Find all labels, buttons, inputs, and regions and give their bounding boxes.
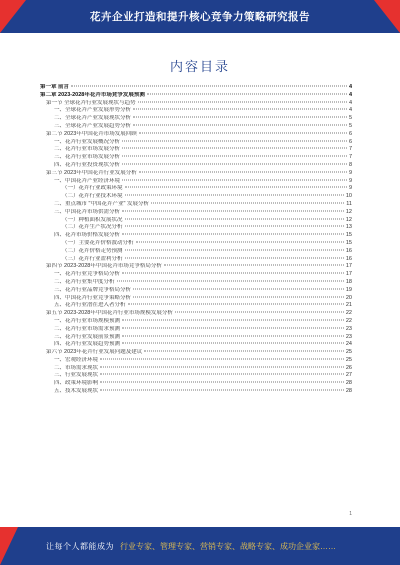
toc-entry-page: 28: [345, 388, 352, 395]
toc-entry-page: 12: [345, 216, 352, 223]
toc-entry[interactable]: [40, 100, 352, 108]
toc-entry-title: 四、花卉行业投资现状分析: [54, 161, 121, 168]
toc-entry-page: 7: [348, 154, 352, 161]
table-of-contents: [40, 84, 352, 396]
toc-entry-page: 21: [345, 302, 352, 309]
toc-entry[interactable]: [40, 209, 352, 217]
toc-entry-page: 12: [345, 208, 352, 215]
toc-entry-title: 二、花卉行业市场发展分析: [54, 146, 121, 153]
toc-entry-title: 第二章 2023-2028年花卉市场竞争发展预测: [40, 91, 145, 98]
toc-entry-title: 一、全球花卉产业发展形势分析: [54, 107, 132, 114]
toc-leader-dots: [133, 296, 344, 297]
toc-leader-dots: [122, 327, 344, 328]
toc-entry[interactable]: [40, 318, 352, 326]
toc-entry-page: 27: [345, 372, 352, 379]
toc-entry-title: 三、中国花卉市场供需分析: [54, 208, 121, 215]
toc-leader-dots: [122, 148, 347, 149]
toc-entry-title: （一）种植面积发展状况: [62, 216, 123, 223]
toc-entry-page: 13: [345, 224, 352, 231]
toc-leader-dots: [71, 86, 347, 87]
toc-leader-dots: [122, 210, 344, 211]
toc-entry[interactable]: [40, 178, 352, 186]
toc-entry-page: 19: [345, 286, 352, 293]
toc-entry-title: 二、全球花卉产业发展现状分析: [54, 115, 132, 122]
toc-entry-title: 四、中国花卉行业竞争策略分析: [54, 294, 132, 301]
toc-leader-dots: [122, 343, 344, 344]
toc-entry-page: 22: [345, 310, 352, 317]
toc-entry-page: 4: [348, 107, 352, 114]
toc-leader-dots: [122, 273, 344, 274]
toc-entry-title: 一、宏观经济环境: [54, 356, 99, 363]
toc-entry-title: 三、行业发展现状: [54, 372, 99, 379]
toc-entry[interactable]: [40, 115, 352, 123]
toc-entry-page: 24: [345, 341, 352, 348]
toc-entry-title: （二）花卉行业技术环境: [62, 193, 123, 200]
toc-entry-title: 一、花卉行业市场规模预测: [54, 317, 121, 324]
toc-entry[interactable]: [40, 154, 352, 162]
toc-entry[interactable]: [40, 193, 352, 201]
toc-entry-title: 二、市场需求现状: [54, 364, 99, 371]
toc-leader-dots: [138, 101, 347, 102]
toc-entry[interactable]: [40, 248, 352, 256]
toc-leader-dots: [100, 366, 344, 367]
toc-entry-title: （一）花卉行业政策环境: [62, 185, 123, 192]
toc-leader-dots: [125, 187, 347, 188]
toc-leader-dots: [100, 382, 344, 383]
toc-entry-page: 15: [345, 239, 352, 246]
toc-entry-page: 18: [345, 278, 352, 285]
toc-entry[interactable]: [40, 388, 352, 396]
toc-entry[interactable]: [40, 123, 352, 131]
toc-entry-title: 一、花卉行业发展概况分析: [54, 138, 121, 145]
toc-entry-title: 二、花卉行业市场需求预测: [54, 325, 121, 332]
toc-entry[interactable]: [40, 263, 352, 271]
toc-leader-dots: [144, 351, 344, 352]
toc-entry-title: （一）主要花卉价格波动分析: [62, 239, 134, 246]
page-number: 1: [349, 511, 352, 517]
footer-tagline: 行业专家、管理专家、营销专家、战略专家、成功企业家……: [120, 542, 336, 551]
toc-entry-title: 一、中国花卉产业经济环境: [54, 177, 121, 184]
toc-entry-page: 6: [348, 130, 352, 137]
toc-entry-page: 16: [345, 247, 352, 254]
toc-entry-page: 10: [345, 193, 352, 200]
toc-entry[interactable]: [40, 170, 352, 178]
toc-entry-page: 8: [348, 161, 352, 168]
toc-leader-dots: [122, 140, 347, 141]
toc-leader-dots: [122, 234, 344, 235]
toc-entry[interactable]: [40, 240, 352, 248]
toc-entry-title: 第一章 前言: [40, 84, 70, 90]
toc-entry-title: 四、政策环境影响: [54, 380, 99, 387]
toc-entry[interactable]: [40, 310, 352, 318]
toc-leader-dots: [122, 163, 347, 164]
toc-entry-page: 9: [348, 185, 352, 192]
toc-entry-title: 五、花卉行业潜在进入者分析: [54, 302, 126, 309]
toc-leader-dots: [100, 390, 344, 391]
toc-entry[interactable]: [40, 224, 352, 232]
toc-leader-dots: [133, 109, 347, 110]
toc-entry-title: （三）花卉行业盈利分析: [62, 255, 123, 262]
toc-entry-page: 20: [345, 294, 352, 301]
toc-entry-page: 25: [345, 356, 352, 363]
toc-entry[interactable]: [40, 365, 352, 373]
toc-leader-dots: [164, 265, 344, 266]
toc-entry[interactable]: [40, 341, 352, 349]
toc-entry-page: 9: [348, 169, 352, 176]
toc-entry-title: 三、花卉行业发展前景预测: [54, 333, 121, 340]
footer-accent: [0, 527, 18, 565]
toc-leader-dots: [100, 374, 344, 375]
toc-leader-dots: [133, 124, 347, 125]
toc-entry-page: 17: [345, 271, 352, 278]
toc-leader-dots: [139, 171, 347, 172]
toc-heading: 内容目录: [169, 60, 230, 75]
toc-leader-dots: [125, 195, 344, 196]
toc-entry-page: 4: [348, 99, 352, 106]
toc-entry-page: 5: [348, 115, 352, 122]
toc-entry-page: 6: [348, 138, 352, 145]
toc-entry[interactable]: [40, 334, 352, 342]
toc-entry[interactable]: [40, 185, 352, 193]
toc-entry-title: 第一节 全球花卉行业发展现状与趋势: [46, 99, 136, 106]
toc-leader-dots: [133, 117, 347, 118]
toc-entry[interactable]: [40, 146, 352, 154]
toc-leader-dots: [122, 156, 347, 157]
toc-leader-dots: [125, 218, 344, 219]
toc-leader-dots: [147, 93, 347, 94]
toc-entry-page: 5: [348, 122, 352, 129]
toc-entry[interactable]: [40, 357, 352, 365]
toc-entry-page: 25: [345, 349, 352, 356]
toc-entry-title: 四、花卉市场价格发展分析: [54, 232, 121, 239]
toc-entry[interactable]: [40, 295, 352, 303]
toc-entry-title: 四、花卉行业发展趋势预测: [54, 341, 121, 348]
footer-slogan: 让每个人都能成为: [46, 542, 114, 551]
toc-entry-title: 三、花卉行业市场发展分析: [54, 154, 121, 161]
toc-entry-page: 16: [345, 255, 352, 262]
toc-leader-dots: [122, 335, 344, 336]
toc-leader-dots: [122, 319, 344, 320]
toc-entry-title: 二、重点城市 "中国花卉产业" 发展分析: [54, 200, 149, 207]
toc-entry-page: 11: [346, 200, 352, 207]
toc-entry-title: 第五节 2023-2028年中国花卉行业市场规模发展分析: [46, 310, 173, 317]
toc-leader-dots: [125, 249, 344, 250]
toc-entry-title: 一、花卉行业竞争格局分析: [54, 271, 121, 278]
toc-entry-title: 五、技术发展现状: [54, 388, 99, 395]
toc-entry[interactable]: [40, 349, 352, 357]
toc-entry-page: 26: [345, 364, 352, 371]
toc-entry-page: 23: [345, 325, 352, 332]
toc-entry[interactable]: [40, 287, 352, 295]
toc-entry-page: 17: [345, 263, 352, 270]
toc-entry-page: 28: [345, 380, 352, 387]
toc-leader-dots: [122, 179, 347, 180]
toc-entry[interactable]: [40, 84, 352, 92]
toc-leader-dots: [136, 241, 344, 242]
toc-leader-dots: [133, 288, 344, 289]
toc-entry-page: 4: [348, 91, 352, 98]
toc-entry-title: 三、全球花卉产业发展趋势分析: [54, 122, 132, 129]
toc-leader-dots: [117, 280, 344, 281]
toc-entry-page: 23: [345, 333, 352, 340]
toc-entry-title: 第六节 2023年花卉行业发展问题及建议: [46, 349, 143, 356]
header-band: [0, 0, 400, 33]
toc-entry[interactable]: [40, 372, 352, 380]
toc-entry[interactable]: [40, 326, 352, 334]
toc-entry[interactable]: [40, 139, 352, 147]
toc-entry-page: 15: [345, 232, 352, 239]
toc-entry-title: 第四节 2023-2028年中国花卉市场竞争格局分析: [46, 263, 162, 270]
toc-leader-dots: [151, 202, 344, 203]
toc-entry[interactable]: [40, 131, 352, 139]
toc-entry[interactable]: [40, 92, 352, 100]
toc-entry[interactable]: [40, 256, 352, 264]
toc-leader-dots: [100, 358, 344, 359]
toc-entry[interactable]: [40, 279, 352, 287]
toc-entry-title: 第二节 2023年中国花卉市场发展回顾: [46, 130, 137, 137]
toc-entry-title: （二）花卉生产状况分析: [62, 224, 123, 231]
toc-entry-page: 22: [345, 317, 352, 324]
toc-entry-page: 9: [348, 177, 352, 184]
toc-leader-dots: [175, 312, 344, 313]
footer-band: [0, 527, 400, 565]
toc-entry-title: 二、花卉行业集中度分析: [54, 278, 115, 285]
toc-entry[interactable]: [40, 232, 352, 240]
toc-leader-dots: [128, 304, 344, 305]
toc-entry[interactable]: [40, 217, 352, 225]
toc-entry[interactable]: [40, 162, 352, 170]
toc-entry[interactable]: [40, 271, 352, 279]
toc-leader-dots: [125, 226, 344, 227]
toc-entry[interactable]: [40, 302, 352, 310]
toc-entry[interactable]: [40, 201, 352, 209]
toc-entry-title: 第三节 2023年中国花卉行业发展分析: [46, 169, 137, 176]
toc-entry[interactable]: [40, 380, 352, 388]
toc-entry[interactable]: [40, 107, 352, 115]
toc-entry-page: 7: [348, 146, 352, 153]
toc-entry-page: 4: [348, 84, 352, 90]
report-title: 花卉企业打造和提升核心竞争力策略研究报告: [90, 11, 310, 23]
toc-entry-title: （二）花卉价格走势预测: [62, 247, 123, 254]
toc-leader-dots: [125, 257, 344, 258]
toc-leader-dots: [139, 132, 347, 133]
toc-entry-title: 三、花卉行业品牌竞争格局分析: [54, 286, 132, 293]
